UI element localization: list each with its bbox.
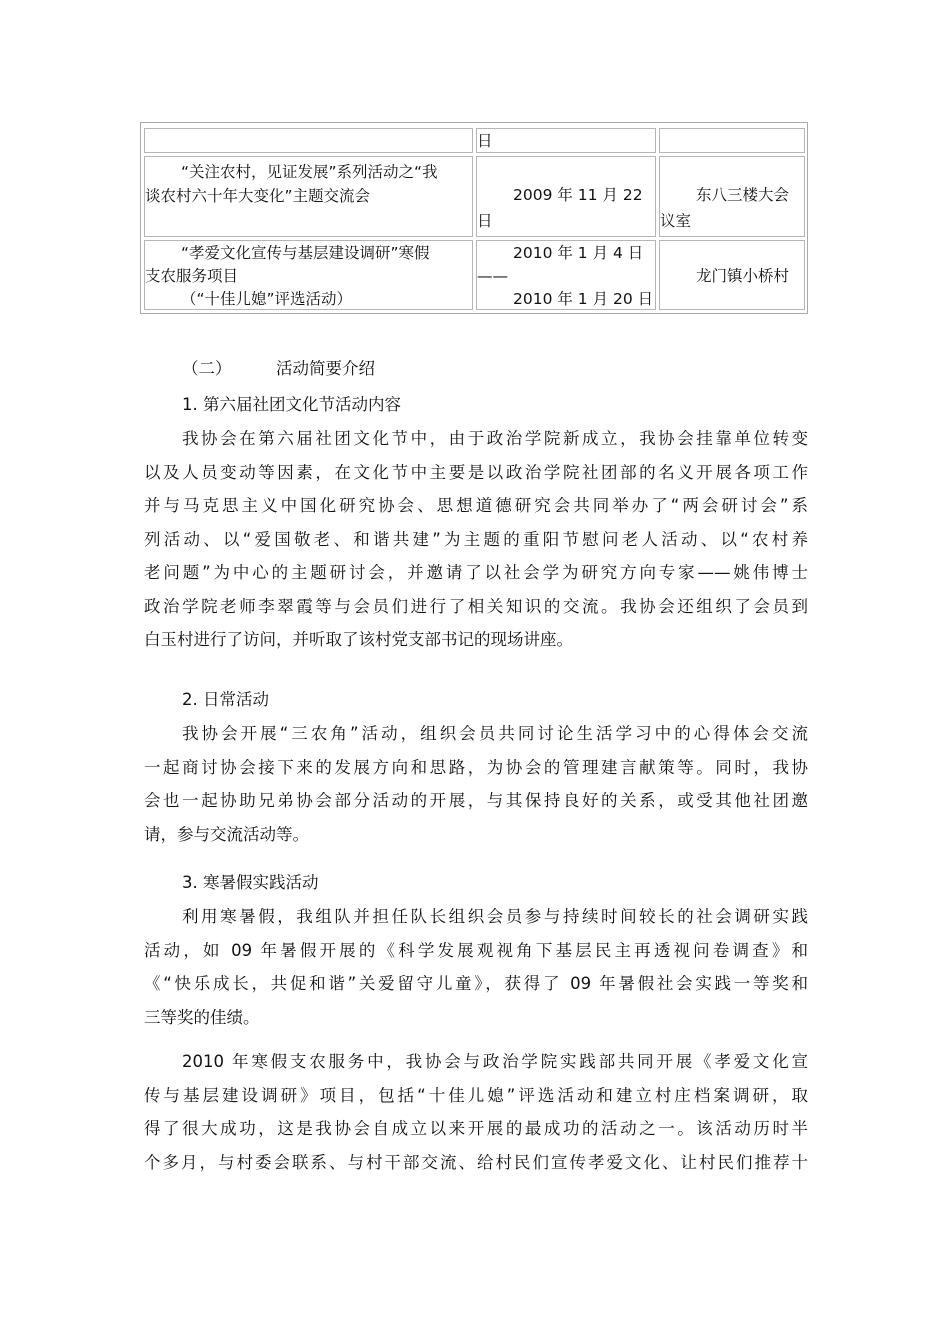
table-cell-date: [476, 240, 656, 310]
table-cell-location: [659, 240, 805, 310]
date-dash: ——: [477, 267, 508, 285]
paragraph-line: 三等奖的佳绩。: [144, 1007, 260, 1027]
location-line: 东八三楼大会: [696, 186, 790, 204]
activity-line: “孝爱文化宣传与基层建设调研”寒假: [181, 244, 430, 262]
paragraph: [144, 422, 808, 657]
activity-table: [140, 122, 808, 314]
date-end: 2010 年 1 月 20 日: [513, 290, 654, 308]
location-line: 龙门镇小桥村: [696, 267, 790, 285]
date-tail: 日: [477, 212, 493, 230]
paragraph-line: 《“快乐成长，共促和谐”关爱留守儿童》，获得了 09 年暑假社会实践一等奖和: [144, 974, 808, 993]
paragraph-line: 一起商讨协会接下来的发展方向和思路，为协会的管理建言献策等。同时，我协: [144, 757, 808, 777]
paragraph-line: 并与马克思主义中国化研究协会、思想道德研究会共同举办了“两会研讨会”系: [144, 496, 808, 515]
paragraph: [144, 900, 808, 1034]
activity-line: 支农服务项目: [145, 267, 239, 285]
table-cell-activity: [144, 128, 473, 153]
table-cell-date: [476, 128, 656, 153]
paragraph-line: 利用寒暑假，我组队并担任队长组织会员参与持续时间较长的社会调研实践: [182, 907, 808, 926]
paragraph-line: 得了很大成功，这是我协会自成立以来开展的最成功的活动之一。该活动历时半: [144, 1119, 808, 1138]
paragraph-line: 以及人员变动等因素，在文化节中主要是以政治学院社团部的名义开展各项工作: [144, 462, 808, 482]
table-cell-activity: [144, 156, 473, 237]
paragraph-line: 老问题”为中心的主题研讨会，并邀请了以社会学为研究方向专家——姚伟博士: [144, 563, 808, 582]
section-title: 活动简要介绍: [276, 359, 375, 378]
date-start: 2010 年 1 月 4 日: [513, 244, 644, 262]
paragraph-line: 会也一起协助兄弟协会部分活动的开展，与其保持良好的关系，或受其他社团邀: [144, 791, 808, 810]
paragraph-line: 传与基层建设调研》项目，包括“十佳儿媳”评选活动和建立村庄档案调研，取: [144, 1085, 808, 1105]
table-cell-date: [476, 156, 656, 237]
paragraph: [144, 1045, 808, 1179]
section-heading: [182, 355, 375, 379]
paragraph-line: 列活动、以“爱国敬老、和谐共建”为主题的重阳节慰问老人活动、以“农村养: [144, 529, 808, 549]
subsection-title: 1. 第六届社团文化节活动内容: [182, 395, 401, 414]
subsection-title: 3. 寒暑假实践活动: [182, 873, 319, 892]
date-main: 2009 年 11 月 22: [513, 186, 643, 204]
activity-line: “关注农村，见证发展”系列活动之“我: [181, 163, 438, 181]
paragraph-line: 我协会在第六届社团文化节中，由于政治学院新成立，我协会挂靠单位转变: [182, 429, 808, 448]
table-cell-location: [659, 128, 805, 153]
location-line: 议室: [660, 212, 692, 230]
paragraph-line: 活动，如 09 年暑假开展的《科学发展观视角下基层民主再透视问卷调查》和: [144, 940, 808, 960]
section-number: （二）: [182, 359, 232, 378]
paragraph-line: 我协会开展“三农角”活动，组织会员共同讨论生活学习中的心得体会交流: [182, 724, 808, 743]
paragraph-line: 政治学院老师李翠霞等与会员们进行了相关知识的交流。我协会还组织了会员到: [144, 596, 808, 616]
paragraph-line: 个多月，与村委会联系、与村干部交流、给村民们宣传孝爱文化、让村民们推荐十: [144, 1152, 808, 1172]
table-cell-location: [659, 156, 805, 237]
paragraph: [144, 717, 808, 851]
paragraph-line: 2010 年寒假支农服务中，我协会与政治学院实践部共同开展《孝爱文化宣: [182, 1052, 808, 1071]
paragraph-line: 请，参与交流活动等。: [144, 824, 309, 844]
table-cell-activity: [144, 240, 473, 310]
date-tail: 日: [477, 132, 493, 150]
activity-line: 谈农村六十年大变化”主题交流会: [145, 187, 371, 205]
activity-line: （“十佳儿媳”评选活动）: [181, 290, 353, 308]
subsection-title: 2. 日常活动: [182, 690, 269, 709]
paragraph-line: 白玉村进行了访问，并听取了该村党支部书记的现场讲座。: [144, 630, 573, 649]
